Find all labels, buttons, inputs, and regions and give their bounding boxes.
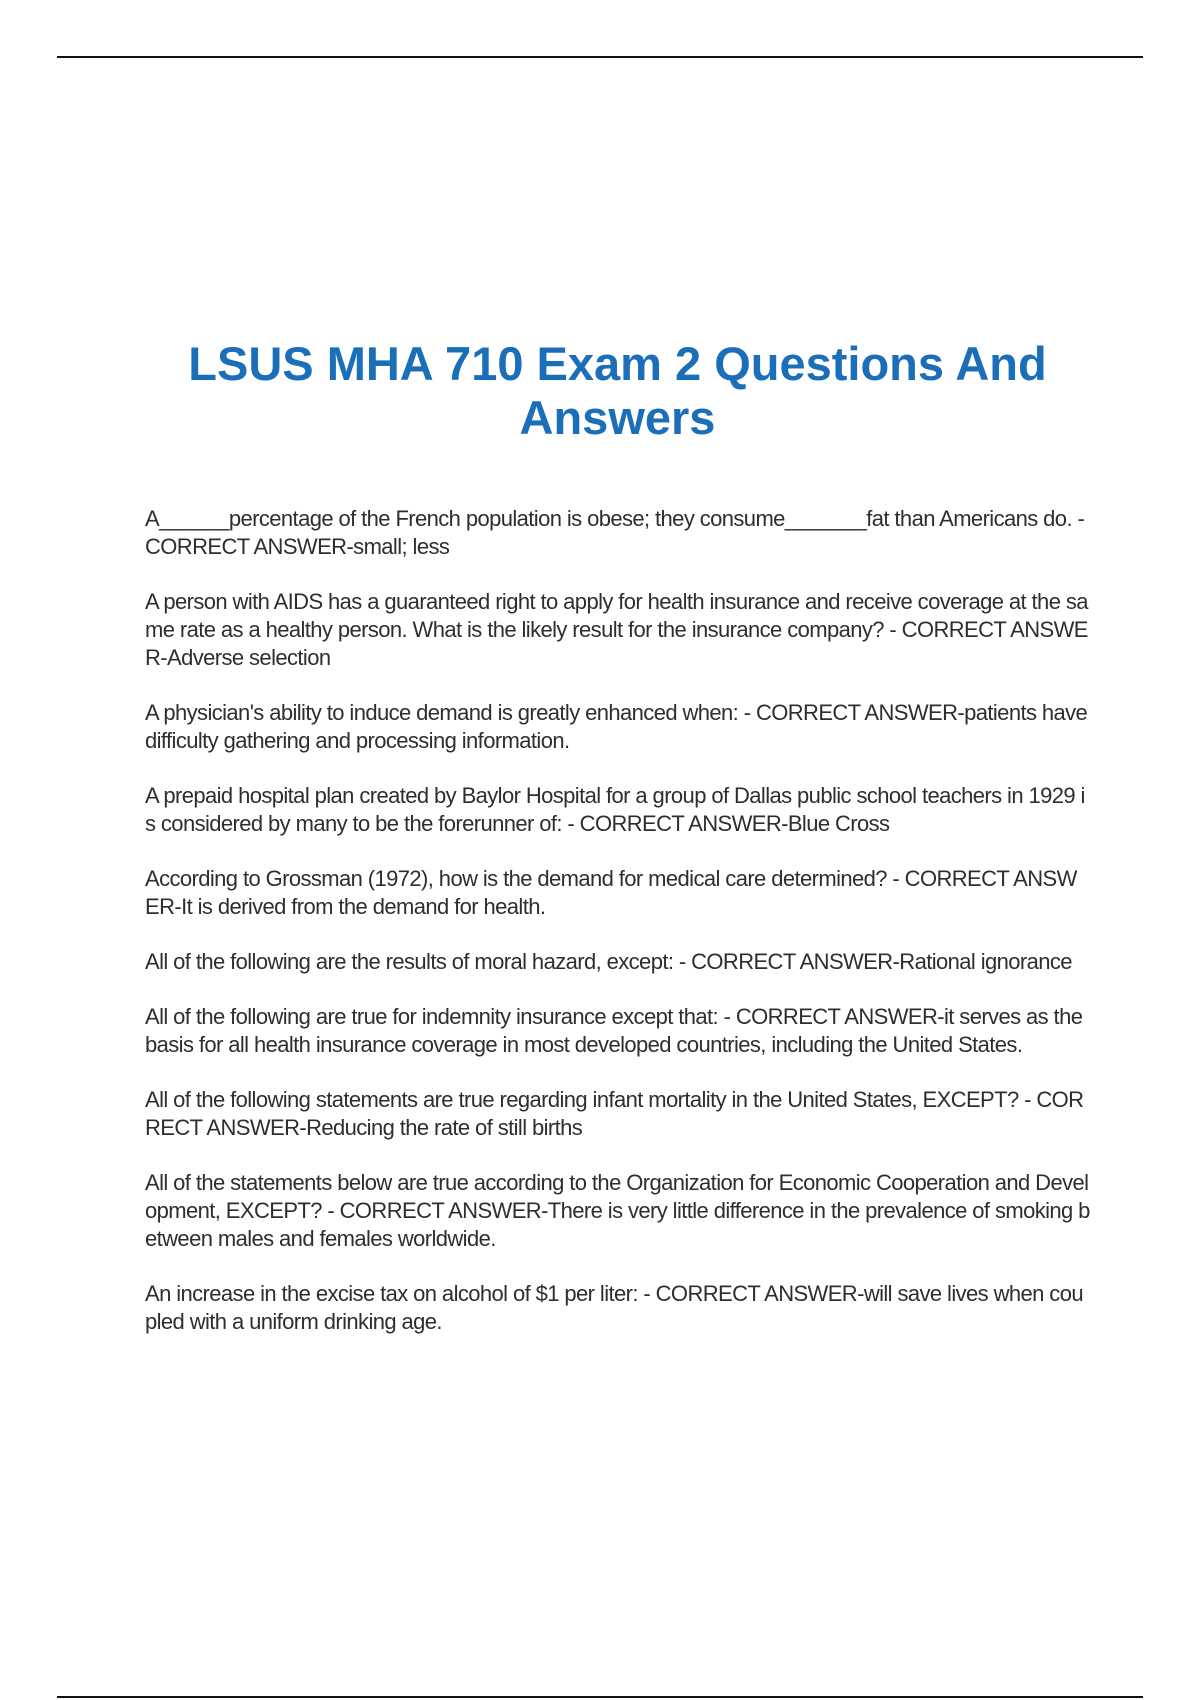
question-text: A physician's ability to induce demand is greatly enhanced when:: [145, 700, 739, 725]
answer-marker: - CORRECT ANSWER-: [637, 1281, 864, 1306]
question-text: All of the following statements are true regarding infant mortality in the United States, EXCEPT?: [145, 1087, 1019, 1112]
answer-marker: - CORRECT ANSWER-: [145, 1087, 1084, 1140]
qa-item: [145, 865, 1090, 921]
answer-text: It is derived from the demand for health.: [181, 894, 546, 919]
answer-marker: - CORRECT ANSWER-: [145, 617, 1088, 670]
answer-text: will save lives when coupled with a uniform drinking age.: [145, 1281, 1083, 1334]
footer-rule: [57, 1696, 1143, 1698]
answer-marker: - CORRECT ANSWER-: [561, 811, 788, 836]
answer-text: small; less: [353, 534, 450, 559]
answer-text: patients have difficulty gathering and processing information.: [145, 700, 1088, 753]
answer-text: Reducing the rate of still births: [306, 1115, 583, 1140]
qa-item: [145, 588, 1090, 672]
qa-item: [145, 948, 1090, 976]
answer-marker: - CORRECT ANSWER-: [321, 1198, 548, 1223]
qa-item: [145, 1169, 1090, 1253]
qa-item: [145, 1086, 1090, 1142]
answer-marker: - CORRECT ANSWER-: [738, 700, 965, 725]
answer-text: Rational ignorance: [899, 949, 1072, 974]
question-text: A______percentage of the French population is obese; they consume_______fat than Americans do.: [145, 506, 1072, 531]
question-text: A person with AIDS has a guaranteed right to apply for health insurance and receive coverage at the same rate as a healthy person. What is the likely result for the insurance company?: [145, 589, 1088, 642]
header-rule: [57, 56, 1143, 58]
question-text: All of the following are the results of moral hazard, except:: [145, 949, 674, 974]
qa-item: [145, 505, 1090, 561]
answer-marker: - CORRECT ANSWER-: [145, 866, 1077, 919]
question-text: An increase in the excise tax on alcohol of $1 per liter:: [145, 1281, 638, 1306]
qa-item: [145, 782, 1090, 838]
answer-marker: - CORRECT ANSWER-: [673, 949, 900, 974]
answer-marker: - CORRECT ANSWER-: [718, 1004, 944, 1029]
qa-item: [145, 1003, 1090, 1059]
document-title: LSUS MHA 710 Exam 2 Questions And Answers: [188, 337, 1047, 444]
question-text: According to Grossman (1972), how is the demand for medical care determined?: [145, 866, 887, 891]
qa-item: [145, 1280, 1090, 1336]
answer-text: it serves as the basis for all health insurance coverage in most developed countries, including the United States.: [145, 1004, 1083, 1057]
answer-marker: - CORRECT ANSWER-: [145, 506, 1085, 559]
answer-text: There is very little difference in the prevalence of smoking between males and females worldwide.: [145, 1198, 1090, 1251]
question-text: All of the following are true for indemnity insurance except that:: [145, 1004, 719, 1029]
question-text: A prepaid hospital plan created by Baylor Hospital for a group of Dallas public school teachers in 1929 is considered by many to be the forerunner of:: [145, 783, 1085, 836]
qa-list: [145, 505, 1090, 1363]
qa-item: [145, 699, 1090, 755]
answer-text: Adverse selection: [167, 645, 331, 670]
answer-text: Blue Cross: [787, 811, 890, 836]
question-text: All of the statements below are true according to the Organization for Economic Cooperation and Development, EXCEPT?: [145, 1170, 1089, 1223]
